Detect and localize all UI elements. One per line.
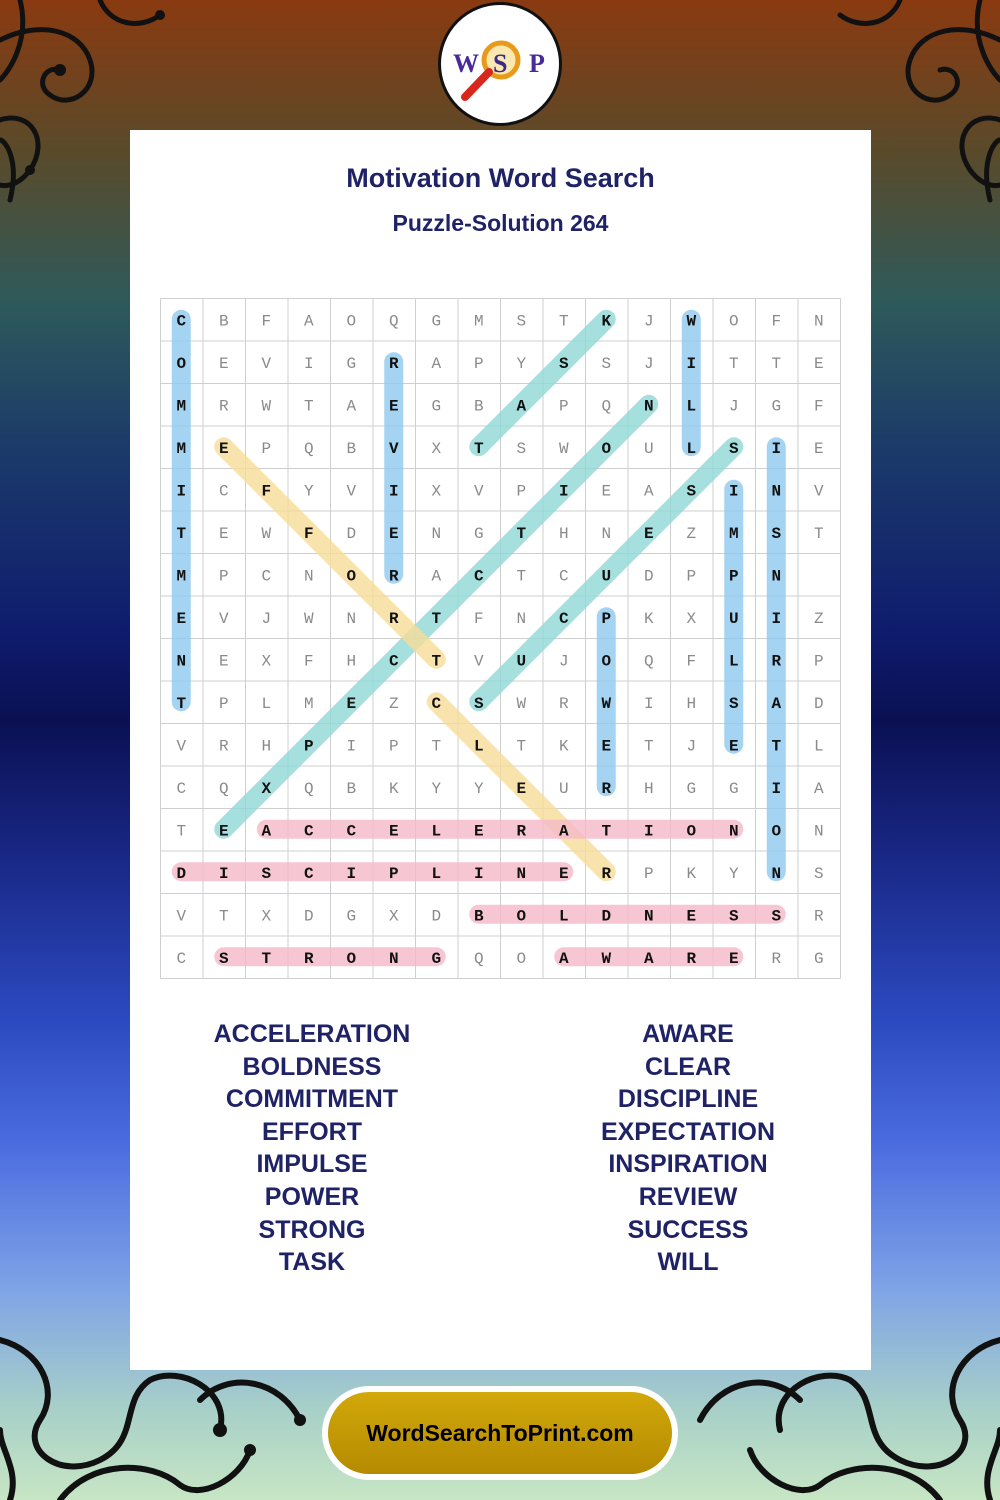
word-list-item: EXPECTATION (600, 1117, 776, 1146)
page-subtitle: Puzzle-Solution 264 (392, 210, 609, 236)
grid-letter[interactable]: N (643, 907, 654, 926)
grid-letter[interactable]: E (218, 822, 229, 841)
grid-letter[interactable]: B (473, 907, 484, 926)
grid-letter[interactable]: I (643, 694, 654, 713)
grid-letter[interactable]: A (813, 779, 824, 798)
grid-letter[interactable]: I (303, 354, 314, 373)
grid-letter[interactable]: E (218, 524, 229, 543)
grid-letter[interactable]: M (728, 524, 739, 543)
grid-letter[interactable]: I (346, 737, 357, 756)
grid-letter[interactable]: N (771, 482, 782, 501)
grid-letter[interactable]: I (771, 609, 782, 628)
grid-letter[interactable]: E (473, 822, 484, 841)
word-list-item: EFFORT (262, 1117, 362, 1146)
grid-letter[interactable]: T (601, 822, 612, 841)
grid-letter[interactable]: A (643, 949, 654, 968)
grid-letter[interactable]: I (176, 482, 187, 501)
grid-letter[interactable]: I (771, 779, 782, 798)
site-link[interactable]: WordSearchToPrint.com (366, 1419, 634, 1446)
grid-letter[interactable]: X (388, 907, 399, 926)
grid-letter[interactable]: K (601, 312, 612, 331)
word-list-item: REVIEW (638, 1182, 738, 1211)
grid-letter[interactable]: M (176, 397, 187, 416)
grid-letter[interactable]: E (686, 907, 697, 926)
grid-letter[interactable]: E (601, 737, 612, 756)
grid-letter[interactable]: S (473, 694, 484, 713)
grid-letter[interactable]: A (431, 567, 442, 586)
grid-letter[interactable]: M (303, 694, 314, 713)
grid-letter[interactable]: N (771, 864, 782, 883)
grid-letter[interactable]: T (431, 609, 442, 628)
grid-letter[interactable]: J (261, 609, 272, 628)
grid-letter[interactable]: R (388, 609, 399, 628)
grid-letter[interactable]: L (813, 737, 824, 756)
grid-letter[interactable]: S (218, 949, 229, 968)
grid-letter[interactable]: G (431, 397, 442, 416)
grid-letter[interactable]: I (558, 482, 569, 501)
grid-letter[interactable]: Q (388, 312, 399, 331)
grid-letter[interactable]: I (728, 482, 739, 501)
grid-letter[interactable]: Y (473, 779, 484, 798)
word-list-item: WILL (657, 1248, 719, 1277)
grid-letter[interactable]: H (261, 737, 272, 756)
grid-letter[interactable]: C (346, 822, 357, 841)
grid-letter[interactable]: H (558, 524, 569, 543)
grid-letter[interactable]: Q (601, 397, 612, 416)
grid-letter[interactable]: Q (303, 779, 314, 798)
grid-letter[interactable]: H (346, 652, 357, 671)
grid-letter[interactable]: J (643, 312, 654, 331)
grid-letter[interactable]: N (388, 949, 399, 968)
grid-letter[interactable]: S (813, 864, 824, 883)
grid-letter[interactable]: Q (473, 949, 484, 968)
grid-letter[interactable]: P (218, 567, 229, 586)
grid-letter[interactable]: N (516, 864, 527, 883)
grid-letter[interactable]: N (813, 822, 824, 841)
grid-letter[interactable]: R (771, 949, 782, 968)
grid-letter[interactable]: V (388, 439, 399, 458)
grid-letter[interactable]: R (558, 694, 569, 713)
grid-letter[interactable]: C (303, 864, 314, 883)
word-list-left (162, 1018, 462, 1279)
grid-letter[interactable]: C (218, 482, 229, 501)
grid-letter[interactable]: V (218, 609, 229, 628)
grid-letter[interactable]: H (643, 779, 654, 798)
grid-letter[interactable]: G (813, 949, 824, 968)
grid-letter[interactable]: W (686, 312, 697, 331)
grid-letter[interactable]: L (431, 822, 442, 841)
grid-letter[interactable]: Y (431, 779, 442, 798)
grid-letter[interactable]: V (176, 737, 187, 756)
grid-letter[interactable]: R (813, 907, 824, 926)
grid-letter[interactable]: B (346, 779, 357, 798)
grid-letter[interactable]: H (686, 694, 697, 713)
grid-letter[interactable]: C (261, 567, 272, 586)
grid-letter[interactable]: W (558, 439, 569, 458)
grid-letter[interactable]: Z (686, 524, 697, 543)
grid-letter[interactable]: T (176, 524, 187, 543)
grid-letter[interactable]: E (813, 354, 824, 373)
grid-letter[interactable]: E (346, 694, 357, 713)
word-list-item: TASK (278, 1248, 346, 1277)
grid-letter[interactable]: O (346, 567, 357, 586)
grid-letter[interactable]: C (176, 949, 187, 968)
grid-letter[interactable]: P (473, 354, 484, 373)
grid-letter[interactable]: T (771, 354, 782, 373)
grid-letter[interactable]: I (643, 822, 654, 841)
grid-letter[interactable]: O (771, 822, 782, 841)
grid-letter[interactable]: T (728, 354, 739, 373)
grid-letter[interactable]: A (261, 822, 272, 841)
grid-letter[interactable]: P (643, 864, 654, 883)
grid-letter[interactable]: C (176, 779, 187, 798)
word-list-item: BOLDNESS (242, 1052, 382, 1081)
grid-letter[interactable]: P (388, 864, 399, 883)
grid-letter[interactable]: L (686, 439, 697, 458)
grid-letter[interactable]: M (473, 312, 484, 331)
grid-letter[interactable]: Y (303, 482, 314, 501)
site-badge[interactable] (322, 1386, 678, 1480)
grid-letter[interactable]: T (473, 439, 484, 458)
grid-letter[interactable]: C (558, 567, 569, 586)
word-list-item: STRONG (258, 1215, 366, 1244)
grid-letter[interactable]: U (516, 652, 527, 671)
grid-letter[interactable]: F (303, 652, 314, 671)
grid-letter[interactable]: U (601, 567, 612, 586)
grid-letter[interactable]: X (686, 609, 697, 628)
grid-letter[interactable]: A (771, 694, 782, 713)
grid-letter[interactable]: K (686, 864, 697, 883)
grid-letter[interactable]: T (558, 312, 569, 331)
grid-letter[interactable]: E (176, 609, 187, 628)
grid-letter[interactable]: O (601, 652, 612, 671)
logo-letter-w: W (453, 49, 479, 78)
word-list-item: IMPULSE (256, 1150, 368, 1179)
grid-letter[interactable]: A (516, 397, 527, 416)
grid-letter[interactable]: E (388, 524, 399, 543)
grid-letter[interactable]: J (558, 652, 569, 671)
grid-letter[interactable]: K (388, 779, 399, 798)
grid-letter[interactable]: R (771, 652, 782, 671)
grid-letter[interactable]: V (473, 482, 484, 501)
word-list-item: AWARE (642, 1020, 734, 1048)
grid-letter[interactable]: C (303, 822, 314, 841)
grid-letter[interactable]: J (643, 354, 654, 373)
wsp-logo (438, 2, 562, 126)
grid-letter[interactable]: P (813, 652, 824, 671)
word-list-item: DISCIPLINE (617, 1085, 759, 1114)
grid-letter[interactable]: R (218, 737, 229, 756)
grid-letter[interactable]: U (643, 439, 654, 458)
grid-letter[interactable]: E (813, 439, 824, 458)
grid-letter[interactable]: F (261, 482, 272, 501)
logo-letter-p: P (529, 49, 545, 78)
grid-letter[interactable]: W (261, 524, 272, 543)
grid-letter[interactable]: E (388, 822, 399, 841)
grid-letter[interactable]: P (601, 609, 612, 628)
grid-letter[interactable]: R (516, 822, 527, 841)
grid-letter[interactable]: X (261, 779, 272, 798)
grid-letter[interactable]: V (261, 354, 272, 373)
grid-letter[interactable]: T (218, 907, 229, 926)
grid-letter[interactable]: D (643, 567, 654, 586)
grid-letter[interactable]: P (218, 694, 229, 713)
grid-letter[interactable]: J (686, 737, 697, 756)
word-list-item: SUCCESS (627, 1215, 749, 1244)
grid-letter[interactable]: T (813, 524, 824, 543)
grid-letter[interactable]: T (303, 397, 314, 416)
grid-letter[interactable]: I (218, 864, 229, 883)
grid-letter[interactable]: N (643, 397, 654, 416)
grid-letter[interactable]: G (728, 779, 739, 798)
grid-letter[interactable]: L (686, 397, 697, 416)
grid-letter[interactable]: T (176, 694, 187, 713)
grid-letter[interactable]: O (728, 312, 739, 331)
grid-letter[interactable]: G (473, 524, 484, 543)
grid-letter[interactable]: B (218, 312, 229, 331)
grid-letter[interactable]: P (686, 567, 697, 586)
grid-letter[interactable]: V (176, 907, 187, 926)
grid-letter[interactable]: L (431, 864, 442, 883)
grid-letter[interactable]: T (261, 949, 272, 968)
grid-letter[interactable]: A (558, 822, 569, 841)
word-list-item: POWER (264, 1182, 360, 1211)
grid-letter[interactable]: S (728, 694, 739, 713)
grid-letter[interactable]: P (303, 737, 314, 756)
grid-letter[interactable]: G (431, 312, 442, 331)
grid-letter[interactable]: P (261, 439, 272, 458)
grid-letter[interactable]: F (686, 652, 697, 671)
grid-letter[interactable]: S (261, 864, 272, 883)
grid-letter[interactable]: T (516, 524, 527, 543)
grid-letter[interactable]: O (516, 949, 527, 968)
grid-letter[interactable]: S (516, 439, 527, 458)
grid-letter[interactable]: S (771, 524, 782, 543)
grid-letter[interactable]: T (643, 737, 654, 756)
grid-letter[interactable]: I (771, 439, 782, 458)
grid-letter[interactable]: F (303, 524, 314, 543)
grid-letter[interactable]: V (346, 482, 357, 501)
grid-letter[interactable]: G (346, 907, 357, 926)
grid-letter[interactable]: F (813, 397, 824, 416)
grid-letter[interactable]: O (516, 907, 527, 926)
grid-letter[interactable]: L (558, 907, 569, 926)
grid-letter[interactable]: Q (303, 439, 314, 458)
grid-letter[interactable]: G (346, 354, 357, 373)
grid-letter[interactable]: U (728, 609, 739, 628)
grid-letter[interactable]: C (558, 609, 569, 628)
grid-letter[interactable]: T (431, 737, 442, 756)
grid-letter[interactable]: P (388, 737, 399, 756)
grid-letter[interactable]: A (558, 949, 569, 968)
word-list-item: CLEAR (644, 1052, 732, 1081)
grid-letter[interactable]: A (303, 312, 314, 331)
grid-letter[interactable]: W (303, 609, 314, 628)
page-title: Motivation Word Search (346, 163, 655, 193)
grid-letter[interactable]: N (728, 822, 739, 841)
grid-letter[interactable]: S (601, 354, 612, 373)
grid-letter[interactable]: T (771, 737, 782, 756)
grid-letter[interactable]: O (601, 439, 612, 458)
grid-letter[interactable]: L (473, 737, 484, 756)
grid-letter[interactable]: D (601, 907, 612, 926)
grid-letter[interactable]: G (686, 779, 697, 798)
grid-letter[interactable]: V (473, 652, 484, 671)
grid-letter[interactable]: O (176, 354, 187, 373)
grid-letter[interactable]: P (558, 397, 569, 416)
grid-letter[interactable]: R (303, 949, 314, 968)
grid-letter[interactable]: K (643, 609, 654, 628)
grid-letter[interactable]: Q (643, 652, 654, 671)
word-list-item: COMMITMENT (225, 1085, 399, 1114)
grid-letter[interactable]: N (516, 609, 527, 628)
grid-letter[interactable]: Y (728, 864, 739, 883)
grid-letter[interactable]: E (218, 652, 229, 671)
grid-letter[interactable]: E (728, 949, 739, 968)
grid-letter[interactable]: R (218, 397, 229, 416)
grid-letter[interactable]: S (728, 439, 739, 458)
grid-letter[interactable]: X (261, 907, 272, 926)
grid-letter[interactable]: C (431, 694, 442, 713)
grid-letter[interactable]: X (431, 482, 442, 501)
grid-letter[interactable]: W (516, 694, 527, 713)
grid-letter[interactable]: P (728, 567, 739, 586)
word-list-item: INSPIRATION (608, 1150, 768, 1179)
grid-letter[interactable]: W (601, 694, 612, 713)
grid-letter[interactable]: Z (813, 609, 824, 628)
word-list (130, 1018, 871, 1318)
logo-letter-s: S (493, 49, 508, 78)
grid-letter[interactable]: N (601, 524, 612, 543)
grid-letter[interactable]: J (728, 397, 739, 416)
grid-letter[interactable]: S (516, 312, 527, 331)
grid-letter[interactable]: I (388, 482, 399, 501)
grid-letter[interactable]: Q (218, 779, 229, 798)
grid-letter[interactable]: G (431, 949, 442, 968)
grid-letter[interactable]: T (516, 567, 527, 586)
grid-letter[interactable]: F (473, 609, 484, 628)
grid-letter[interactable]: C (388, 652, 399, 671)
word-list-item: ACCELERATION (213, 1020, 411, 1048)
grid-letter[interactable]: O (686, 822, 697, 841)
grid-letter[interactable]: E (601, 482, 612, 501)
grid-letter[interactable]: R (686, 949, 697, 968)
grid-letter[interactable]: I (686, 354, 697, 373)
grid-letter[interactable]: G (771, 397, 782, 416)
grid-letter[interactable]: D (303, 907, 314, 926)
grid-letter[interactable]: D (346, 524, 357, 543)
grid-letter[interactable]: R (601, 779, 612, 798)
grid-letter[interactable]: N (431, 524, 442, 543)
grid-letter[interactable]: W (261, 397, 272, 416)
grid-letter[interactable]: O (346, 949, 357, 968)
grid-letter[interactable]: N (303, 567, 314, 586)
grid-letter[interactable]: X (431, 439, 442, 458)
grid-letter[interactable]: D (176, 864, 187, 883)
grid-letter[interactable]: R (388, 567, 399, 586)
grid-letter[interactable]: L (261, 694, 272, 713)
grid-letter[interactable]: R (388, 354, 399, 373)
grid-letter[interactable]: B (346, 439, 357, 458)
grid-letter[interactable]: Z (388, 694, 399, 713)
grid-letter[interactable]: A (346, 397, 357, 416)
grid-letter[interactable]: N (771, 567, 782, 586)
grid-letter[interactable]: M (176, 439, 187, 458)
grid-letter[interactable]: P (516, 482, 527, 501)
grid-letter[interactable]: F (771, 312, 782, 331)
grid-letter[interactable]: E (218, 439, 229, 458)
grid-letter[interactable]: V (813, 482, 824, 501)
grid-letter[interactable]: I (346, 864, 357, 883)
word-list-right (538, 1018, 838, 1279)
grid-letter[interactable]: E (643, 524, 654, 543)
grid-letter[interactable]: E (728, 737, 739, 756)
grid-letter[interactable]: E (558, 864, 569, 883)
grid-letter[interactable]: D (813, 694, 824, 713)
grid-letter[interactable]: L (728, 652, 739, 671)
grid-letter[interactable]: C (473, 567, 484, 586)
grid-letter[interactable]: I (473, 864, 484, 883)
grid-letter[interactable]: T (176, 822, 187, 841)
grid-letter[interactable]: E (218, 354, 229, 373)
grid-letter[interactable]: S (686, 482, 697, 501)
grid-letter[interactable]: F (261, 312, 272, 331)
grid-letter[interactable]: Y (516, 354, 527, 373)
grid-letter[interactable]: N (176, 652, 187, 671)
grid-letter[interactable]: B (473, 397, 484, 416)
grid-letter[interactable]: N (346, 609, 357, 628)
grid-letter[interactable]: K (558, 737, 569, 756)
grid-letter[interactable]: O (346, 312, 357, 331)
grid-letter[interactable]: T (516, 737, 527, 756)
word-search-grid (160, 298, 841, 979)
grid-letter[interactable]: E (388, 397, 399, 416)
grid-letter[interactable]: W (601, 949, 612, 968)
grid-letter[interactable]: A (643, 482, 654, 501)
grid-letter[interactable]: A (431, 354, 442, 373)
grid-letter[interactable]: T (431, 652, 442, 671)
grid-letter[interactable]: R (601, 864, 612, 883)
grid-letter[interactable]: S (728, 907, 739, 926)
grid-letter[interactable]: M (176, 567, 187, 586)
grid-letter[interactable]: U (558, 779, 569, 798)
grid-letter[interactable]: D (431, 907, 442, 926)
grid-letter[interactable]: C (176, 312, 187, 331)
grid-letter[interactable]: S (771, 907, 782, 926)
grid-letter[interactable]: X (261, 652, 272, 671)
grid-letter[interactable]: E (516, 779, 527, 798)
grid-letter[interactable]: N (813, 312, 824, 331)
grid-letter[interactable]: S (558, 354, 569, 373)
